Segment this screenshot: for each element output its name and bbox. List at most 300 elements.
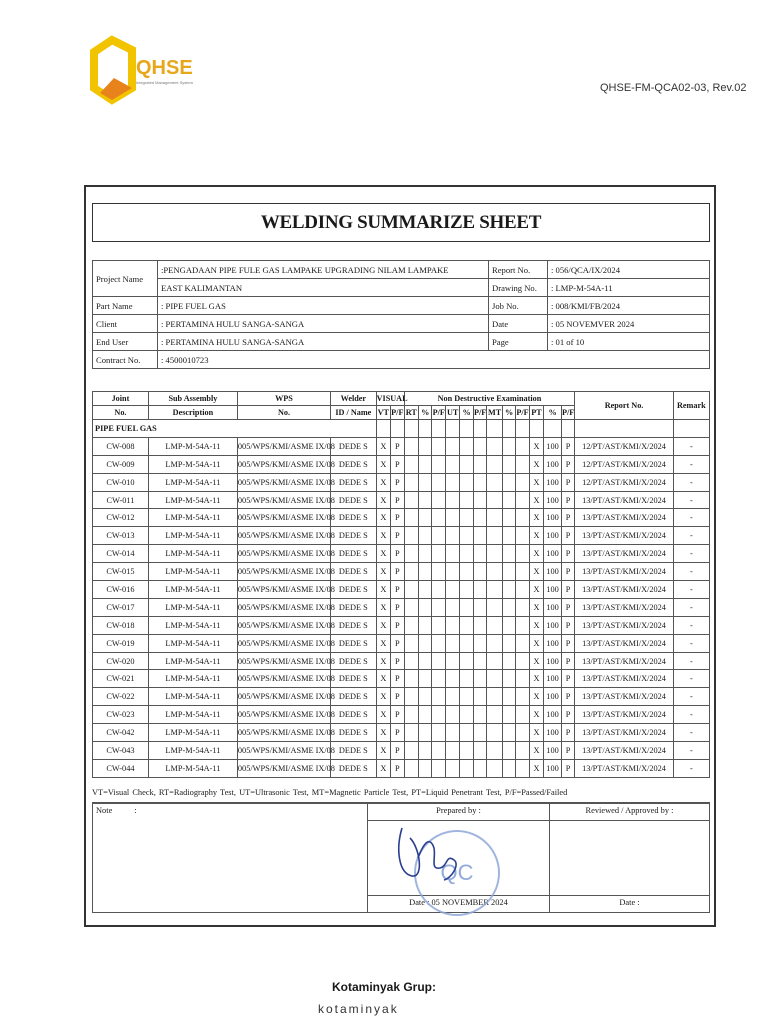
- pt-cell: X: [529, 563, 543, 581]
- sub-assembly-cell: LMP-M-54A-11: [148, 581, 237, 599]
- pt-pf-cell: P: [561, 473, 575, 491]
- joint-cell: CW-015: [93, 563, 149, 581]
- mt-pct-cell: [502, 437, 515, 455]
- pt-cell: X: [529, 670, 543, 688]
- report-no-cell: 13/PT/AST/KMI/X/2024: [575, 581, 673, 599]
- remark-cell: -: [673, 563, 709, 581]
- report-no-cell: 13/PT/AST/KMI/X/2024: [575, 616, 673, 634]
- table-row: [93, 545, 710, 563]
- mt-cell: [487, 724, 503, 742]
- report-no-cell: 12/PT/AST/KMI/X/2024: [575, 437, 673, 455]
- ut-cell: [445, 688, 459, 706]
- mt-pf-cell: [516, 634, 529, 652]
- ut-pct-cell: [460, 724, 473, 742]
- sub-assembly-cell: LMP-M-54A-11: [148, 652, 237, 670]
- joint-cell: CW-013: [93, 527, 149, 545]
- table-row: [93, 491, 710, 509]
- mt-cell: [487, 527, 503, 545]
- report-no-cell: 13/PT/AST/KMI/X/2024: [575, 706, 673, 724]
- contract-value: : 4500010723: [158, 351, 710, 369]
- pt-pct-cell: 100: [544, 724, 562, 742]
- joint-cell: CW-018: [93, 616, 149, 634]
- sub-assembly-cell: LMP-M-54A-11: [148, 742, 237, 760]
- sub-assembly-cell: LMP-M-54A-11: [148, 759, 237, 777]
- pt-pf-cell: P: [561, 759, 575, 777]
- rt-cell: [404, 455, 418, 473]
- col-remark: Remark: [673, 392, 709, 420]
- ut-pct-cell: [460, 598, 473, 616]
- ut-cell: [445, 455, 459, 473]
- vt-cell: X: [376, 742, 390, 760]
- pt-pf-cell: P: [561, 563, 575, 581]
- vt-cell: X: [376, 598, 390, 616]
- ut-cell: [445, 759, 459, 777]
- pt-cell: X: [529, 759, 543, 777]
- mt-cell: [487, 491, 503, 509]
- rt-pct-cell: [419, 563, 432, 581]
- vt-cell: X: [376, 509, 390, 527]
- ut-pct-cell: [460, 491, 473, 509]
- rt-pf-cell: [432, 598, 445, 616]
- col-mt: MT: [487, 406, 503, 420]
- mt-cell: [487, 437, 503, 455]
- remark-cell: -: [673, 545, 709, 563]
- mt-pf-cell: [516, 598, 529, 616]
- report-no-cell: 13/PT/AST/KMI/X/2024: [575, 527, 673, 545]
- rt-cell: [404, 616, 418, 634]
- ut-pf-cell: [473, 616, 486, 634]
- note-colon: :: [134, 806, 137, 815]
- ut-cell: [445, 473, 459, 491]
- mt-pct-cell: [502, 563, 515, 581]
- contract-label: Contract No.: [93, 351, 158, 369]
- wps-cell: 005/WPS/KMI/ASME IX/08: [237, 670, 330, 688]
- rt-cell: [404, 724, 418, 742]
- mt-cell: [487, 652, 503, 670]
- ut-cell: [445, 598, 459, 616]
- report-no-cell: 12/PT/AST/KMI/X/2024: [575, 473, 673, 491]
- wps-cell: 005/WPS/KMI/ASME IX/08: [237, 527, 330, 545]
- mt-cell: [487, 742, 503, 760]
- rt-cell: [404, 742, 418, 760]
- welding-table: [92, 391, 710, 778]
- rt-cell: [404, 545, 418, 563]
- pt-pf-cell: P: [561, 634, 575, 652]
- wps-cell: 005/WPS/KMI/ASME IX/08: [237, 563, 330, 581]
- mt-pf-cell: [516, 724, 529, 742]
- vt-pf-cell: P: [391, 437, 404, 455]
- col-vt-pf: P/F: [391, 406, 404, 420]
- ut-pf-cell: [473, 545, 486, 563]
- mt-pf-cell: [516, 581, 529, 599]
- pt-cell: X: [529, 634, 543, 652]
- welder-cell: DEDE S: [331, 670, 377, 688]
- joint-cell: CW-008: [93, 437, 149, 455]
- vt-pf-cell: P: [391, 527, 404, 545]
- sub-assembly-cell: LMP-M-54A-11: [148, 473, 237, 491]
- ut-cell: [445, 616, 459, 634]
- mt-cell: [487, 759, 503, 777]
- end-user-label: End User: [93, 333, 158, 351]
- ut-cell: [445, 581, 459, 599]
- ut-pf-cell: [473, 634, 486, 652]
- pt-pct-cell: 100: [544, 688, 562, 706]
- table-row: [93, 670, 710, 688]
- vt-pf-cell: P: [391, 688, 404, 706]
- welder-cell: DEDE S: [331, 581, 377, 599]
- rt-pct-cell: [419, 759, 432, 777]
- rt-pf-cell: [432, 527, 445, 545]
- rt-cell: [404, 509, 418, 527]
- report-no-cell: 13/PT/AST/KMI/X/2024: [575, 509, 673, 527]
- part-name-value: : PIPE FUEL GAS: [158, 297, 489, 315]
- pt-cell: X: [529, 473, 543, 491]
- rt-cell: [404, 437, 418, 455]
- vt-pf-cell: P: [391, 706, 404, 724]
- report-no-cell: 13/PT/AST/KMI/X/2024: [575, 598, 673, 616]
- mt-pct-cell: [502, 724, 515, 742]
- col-report-no: Report No.: [575, 392, 673, 420]
- ut-pf-cell: [473, 455, 486, 473]
- joint-cell: CW-019: [93, 634, 149, 652]
- rt-cell: [404, 706, 418, 724]
- rt-pct-cell: [419, 437, 432, 455]
- mt-pct-cell: [502, 509, 515, 527]
- drawing-no-label: Drawing No.: [489, 279, 548, 297]
- col-nde: Non Destructive Examination: [404, 392, 575, 406]
- vt-pf-cell: P: [391, 509, 404, 527]
- table-row: [93, 759, 710, 777]
- pt-pct-cell: 100: [544, 742, 562, 760]
- wps-cell: 005/WPS/KMI/ASME IX/08: [237, 742, 330, 760]
- vt-pf-cell: P: [391, 491, 404, 509]
- pt-cell: X: [529, 455, 543, 473]
- remark-cell: -: [673, 652, 709, 670]
- remark-cell: -: [673, 706, 709, 724]
- wps-cell: 005/WPS/KMI/ASME IX/08: [237, 616, 330, 634]
- end-user-value: : PERTAMINA HULU SANGA-SANGA: [158, 333, 489, 351]
- pt-pct-cell: 100: [544, 527, 562, 545]
- date-value: : 05 NOVEMVER 2024: [548, 315, 710, 333]
- ut-cell: [445, 652, 459, 670]
- vt-cell: X: [376, 616, 390, 634]
- ut-pct-cell: [460, 616, 473, 634]
- mt-pct-cell: [502, 652, 515, 670]
- pt-pct-cell: 100: [544, 509, 562, 527]
- pt-pct-cell: 100: [544, 616, 562, 634]
- ut-pct-cell: [460, 759, 473, 777]
- col-pt-pf: P/F: [561, 406, 575, 420]
- rt-pf-cell: [432, 688, 445, 706]
- wps-cell: 005/WPS/KMI/ASME IX/08: [237, 491, 330, 509]
- sub-assembly-cell: LMP-M-54A-11: [148, 706, 237, 724]
- pt-pf-cell: P: [561, 437, 575, 455]
- rt-pf-cell: [432, 724, 445, 742]
- report-no-cell: 13/PT/AST/KMI/X/2024: [575, 688, 673, 706]
- table-row: [93, 437, 710, 455]
- mt-cell: [487, 581, 503, 599]
- remark-cell: -: [673, 437, 709, 455]
- note-label: Note: [96, 806, 113, 815]
- ut-pct-cell: [460, 509, 473, 527]
- welder-cell: DEDE S: [331, 742, 377, 760]
- sub-assembly-cell: LMP-M-54A-11: [148, 634, 237, 652]
- pt-pct-cell: 100: [544, 670, 562, 688]
- ut-pf-cell: [473, 742, 486, 760]
- ut-pf-cell: [473, 581, 486, 599]
- signature-mark: [390, 818, 470, 893]
- report-no-value: : 056/QCA/IX/2024: [548, 261, 710, 279]
- report-no-cell: 13/PT/AST/KMI/X/2024: [575, 491, 673, 509]
- pt-pf-cell: P: [561, 545, 575, 563]
- rt-cell: [404, 688, 418, 706]
- rt-pct-cell: [419, 581, 432, 599]
- pt-cell: X: [529, 706, 543, 724]
- mt-pf-cell: [516, 437, 529, 455]
- vt-pf-cell: P: [391, 616, 404, 634]
- wps-cell: 005/WPS/KMI/ASME IX/08: [237, 634, 330, 652]
- joint-cell: CW-044: [93, 759, 149, 777]
- joint-cell: CW-016: [93, 581, 149, 599]
- table-row: [93, 563, 710, 581]
- col-welder-id: ID / Name: [331, 406, 377, 420]
- mt-cell: [487, 706, 503, 724]
- sub-assembly-cell: LMP-M-54A-11: [148, 455, 237, 473]
- col-wps-no: No.: [237, 406, 330, 420]
- mt-pf-cell: [516, 545, 529, 563]
- rt-pct-cell: [419, 706, 432, 724]
- pt-pct-cell: 100: [544, 491, 562, 509]
- rt-pf-cell: [432, 616, 445, 634]
- pt-pf-cell: P: [561, 598, 575, 616]
- pt-pf-cell: P: [561, 616, 575, 634]
- pt-cell: X: [529, 527, 543, 545]
- welder-cell: DEDE S: [331, 545, 377, 563]
- rt-pct-cell: [419, 688, 432, 706]
- mt-pct-cell: [502, 491, 515, 509]
- remark-cell: -: [673, 616, 709, 634]
- pt-pf-cell: P: [561, 742, 575, 760]
- ut-pct-cell: [460, 652, 473, 670]
- sub-assembly-cell: LMP-M-54A-11: [148, 563, 237, 581]
- logo-text: QHSE: [136, 57, 193, 79]
- mt-cell: [487, 563, 503, 581]
- pt-pct-cell: 100: [544, 437, 562, 455]
- report-no-cell: 13/PT/AST/KMI/X/2024: [575, 670, 673, 688]
- report-no-cell: 13/PT/AST/KMI/X/2024: [575, 652, 673, 670]
- sub-assembly-cell: LMP-M-54A-11: [148, 688, 237, 706]
- remark-cell: -: [673, 581, 709, 599]
- pt-pf-cell: P: [561, 527, 575, 545]
- project-name-line2: EAST KALIMANTAN: [158, 279, 489, 297]
- ut-pf-cell: [473, 706, 486, 724]
- wps-cell: 005/WPS/KMI/ASME IX/08: [237, 724, 330, 742]
- welder-cell: DEDE S: [331, 616, 377, 634]
- qhse-logo: [92, 38, 202, 108]
- rt-cell: [404, 759, 418, 777]
- mt-pf-cell: [516, 652, 529, 670]
- ut-cell: [445, 527, 459, 545]
- table-row: [93, 742, 710, 760]
- ut-pf-cell: [473, 527, 486, 545]
- ut-pct-cell: [460, 581, 473, 599]
- mt-pct-cell: [502, 634, 515, 652]
- ut-pct-cell: [460, 563, 473, 581]
- table-row: [93, 455, 710, 473]
- remark-cell: -: [673, 724, 709, 742]
- report-no-label: Report No.: [489, 261, 548, 279]
- rt-pct-cell: [419, 634, 432, 652]
- ut-pf-cell: [473, 652, 486, 670]
- vt-cell: X: [376, 670, 390, 688]
- mt-pct-cell: [502, 473, 515, 491]
- ut-pf-cell: [473, 724, 486, 742]
- report-no-cell: 13/PT/AST/KMI/X/2024: [575, 724, 673, 742]
- rt-pct-cell: [419, 598, 432, 616]
- col-ut: UT: [445, 406, 459, 420]
- pt-cell: X: [529, 688, 543, 706]
- rt-cell: [404, 670, 418, 688]
- rt-pf-cell: [432, 455, 445, 473]
- sub-assembly-cell: LMP-M-54A-11: [148, 670, 237, 688]
- pt-pf-cell: P: [561, 509, 575, 527]
- report-no-cell: 13/PT/AST/KMI/X/2024: [575, 563, 673, 581]
- col-ut-pf: P/F: [473, 406, 486, 420]
- table-row: [93, 509, 710, 527]
- ut-pf-cell: [473, 670, 486, 688]
- mt-pf-cell: [516, 509, 529, 527]
- stamp-text: QC: [440, 860, 474, 885]
- pt-pf-cell: P: [561, 652, 575, 670]
- pt-cell: X: [529, 652, 543, 670]
- remark-cell: -: [673, 759, 709, 777]
- rt-pct-cell: [419, 527, 432, 545]
- mt-pf-cell: [516, 688, 529, 706]
- rt-pct-cell: [419, 545, 432, 563]
- vt-cell: X: [376, 706, 390, 724]
- table-row: [93, 527, 710, 545]
- joint-cell: CW-042: [93, 724, 149, 742]
- vt-cell: X: [376, 581, 390, 599]
- sub-assembly-cell: LMP-M-54A-11: [148, 437, 237, 455]
- mt-pct-cell: [502, 759, 515, 777]
- reviewed-date: Date :: [550, 896, 710, 913]
- welder-cell: DEDE S: [331, 437, 377, 455]
- col-pt: PT: [529, 406, 543, 420]
- mt-pf-cell: [516, 742, 529, 760]
- ut-pct-cell: [460, 437, 473, 455]
- mt-pf-cell: [516, 759, 529, 777]
- rt-pf-cell: [432, 473, 445, 491]
- rt-pct-cell: [419, 724, 432, 742]
- col-visual: VISUAL: [376, 392, 404, 406]
- wps-cell: 005/WPS/KMI/ASME IX/08: [237, 688, 330, 706]
- wps-cell: 005/WPS/KMI/ASME IX/08: [237, 509, 330, 527]
- table-row: [93, 581, 710, 599]
- pt-pct-cell: 100: [544, 581, 562, 599]
- page-value: : 01 of 10: [548, 333, 710, 351]
- page-label: Page: [489, 333, 548, 351]
- ut-cell: [445, 634, 459, 652]
- table-row: [93, 473, 710, 491]
- ut-pf-cell: [473, 491, 486, 509]
- table-row: [93, 652, 710, 670]
- table-row: [93, 634, 710, 652]
- ut-pct-cell: [460, 527, 473, 545]
- pt-pct-cell: 100: [544, 455, 562, 473]
- ut-cell: [445, 742, 459, 760]
- col-mt-pct: %: [502, 406, 515, 420]
- rt-pct-cell: [419, 509, 432, 527]
- mt-cell: [487, 509, 503, 527]
- pt-pct-cell: 100: [544, 545, 562, 563]
- pt-pct-cell: 100: [544, 652, 562, 670]
- rt-pct-cell: [419, 742, 432, 760]
- vt-cell: X: [376, 473, 390, 491]
- table-row: [93, 688, 710, 706]
- welder-cell: DEDE S: [331, 634, 377, 652]
- client-label: Client: [93, 315, 158, 333]
- mt-pf-cell: [516, 616, 529, 634]
- vt-pf-cell: P: [391, 598, 404, 616]
- pt-pf-cell: P: [561, 670, 575, 688]
- remark-cell: -: [673, 455, 709, 473]
- welder-cell: DEDE S: [331, 652, 377, 670]
- prepared-date: Date : 05 NOVEMBER 2024: [368, 896, 550, 913]
- ut-pct-cell: [460, 706, 473, 724]
- joint-cell: CW-014: [93, 545, 149, 563]
- ut-pct-cell: [460, 742, 473, 760]
- qhse-logo-mark: [92, 38, 202, 108]
- mt-pf-cell: [516, 706, 529, 724]
- vt-cell: X: [376, 759, 390, 777]
- vt-cell: X: [376, 545, 390, 563]
- pt-cell: X: [529, 724, 543, 742]
- mt-pct-cell: [502, 742, 515, 760]
- remark-cell: -: [673, 688, 709, 706]
- table-row: [93, 598, 710, 616]
- ut-cell: [445, 563, 459, 581]
- pt-pf-cell: P: [561, 724, 575, 742]
- welder-cell: DEDE S: [331, 759, 377, 777]
- reviewed-by-label: Reviewed / Approved by :: [550, 804, 710, 821]
- vt-pf-cell: P: [391, 742, 404, 760]
- rt-pf-cell: [432, 581, 445, 599]
- welder-cell: DEDE S: [331, 688, 377, 706]
- col-vt: VT: [376, 406, 390, 420]
- rt-cell: [404, 491, 418, 509]
- vt-pf-cell: P: [391, 759, 404, 777]
- vt-pf-cell: P: [391, 545, 404, 563]
- rt-pct-cell: [419, 473, 432, 491]
- rt-cell: [404, 634, 418, 652]
- report-no-cell: 13/PT/AST/KMI/X/2024: [575, 545, 673, 563]
- vt-pf-cell: P: [391, 473, 404, 491]
- wps-cell: 005/WPS/KMI/ASME IX/08: [237, 581, 330, 599]
- pt-pf-cell: P: [561, 455, 575, 473]
- mt-pct-cell: [502, 545, 515, 563]
- job-no-label: Job No.: [489, 297, 548, 315]
- rt-pf-cell: [432, 742, 445, 760]
- vt-cell: X: [376, 491, 390, 509]
- ut-pf-cell: [473, 509, 486, 527]
- ut-pf-cell: [473, 759, 486, 777]
- joint-cell: CW-043: [93, 742, 149, 760]
- project-info-table: [92, 260, 710, 369]
- ut-pf-cell: [473, 563, 486, 581]
- mt-pct-cell: [502, 455, 515, 473]
- pt-pf-cell: P: [561, 581, 575, 599]
